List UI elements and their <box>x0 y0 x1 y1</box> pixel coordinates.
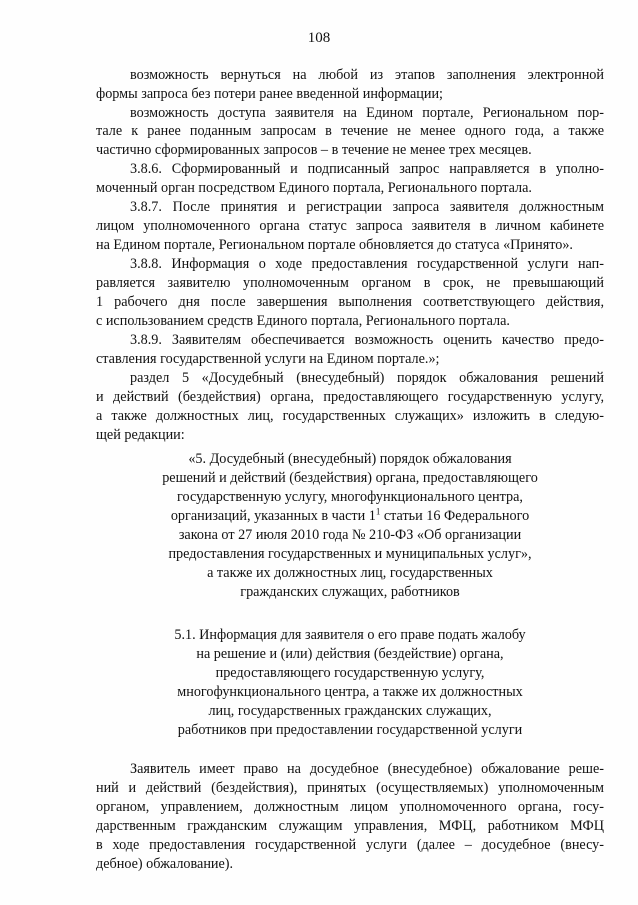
section-heading-line: а также их должностных лиц, государственных <box>207 565 493 581</box>
page-number: 108 <box>307 30 331 46</box>
text-line: 3.8.9. Заявителям обеспечивается возможность оценить качество предо- <box>130 332 604 348</box>
text-line: раздел 5 «Досудебный (внесудебный) порядок обжалования решений <box>130 370 604 386</box>
section-heading-line: государственную услугу, многофункционального центра, <box>177 489 523 505</box>
section-heading-line: гражданских служащих, работников <box>240 584 460 600</box>
text-line: и действий (бездействия) органа, предоставляющего государственную услугу, <box>96 389 604 405</box>
text-line: ний и действий (бездействия), принятых (осуществляемых) уполномоченным <box>96 780 604 796</box>
text-line: на Едином портале, Региональном портале обновляется до статуса «Принято». <box>96 237 573 253</box>
section-heading-line: организаций, указанных в части $1^1$ статьи 16 Федерального <box>170 506 530 524</box>
subsection-heading-line: 5.1. Информация для заявителя о его праве подать жалобу <box>174 627 526 643</box>
subsection-heading-line: многофункционального центра, а также их должностных <box>177 684 523 700</box>
text-line: формы запроса без потери ранее введенной информации; <box>96 86 443 102</box>
text-line: ставления государственной услуги на Едином портале.»; <box>96 351 440 367</box>
text-line: 3.8.8. Информация о ходе предоставления государственной услуги нап- <box>130 256 604 272</box>
text-line: щей редакции: <box>96 427 185 443</box>
text-line: 3.8.7. После принятия и регистрации запроса заявителя должностным <box>130 199 604 215</box>
text-line: Заявитель имеет право на досудебное (внесудебное) обжалование реше- <box>130 761 604 777</box>
subsection-heading-line: предоставляющего государственную услугу, <box>215 665 485 681</box>
section-heading-line: «5. Досудебный (внесудебный) порядок обжалования <box>188 451 512 467</box>
text-line: в ходе предоставления государственной услуги (далее – досудебное (внесу- <box>96 837 604 853</box>
text-line: равляется заявителю уполномоченным органом в срок, не превышающий <box>96 275 604 291</box>
text-line: 1 рабочего дня после завершения выполнения соответствующего действия, <box>96 294 604 310</box>
text-line: лицом уполномоченного органа статус запроса заявителя в личном кабинете <box>96 218 604 234</box>
text-line: органом, управлением, должностным лицом уполномоченного органа, госу- <box>96 799 604 815</box>
text-line: тале к ранее поданным запросам в течение не менее одного года, а также <box>96 123 604 139</box>
text-line: моченный орган посредством Единого портала, Регионального портала. <box>96 180 532 196</box>
text-line: возможность вернуться на любой из этапов заполнения электронной <box>130 67 604 83</box>
text-line: дебное) обжалование). <box>96 856 234 872</box>
text-line: с использованием средств Единого портала, Регионального портала. <box>96 313 510 329</box>
text-line: частично сформированных запросов – в течение не менее трех месяцев. <box>96 142 532 158</box>
subsection-heading-line: на решение и (или) действия (бездействие) органа, <box>196 646 504 662</box>
section-heading-line: предоставления государственных и муниципальных услуг», <box>168 546 532 562</box>
superscript: 1 <box>375 506 381 517</box>
text-line: дарственным гражданским служащим управления, МФЦ, работником МФЦ <box>96 818 604 834</box>
text-line: а также должностных лиц, государственных служащих» изложить в следую- <box>96 408 604 424</box>
section-heading-line: решений и действий (бездействия) органа, предоставляющего <box>162 470 538 486</box>
text-line: 3.8.6. Сформированный и подписанный запрос направляется в уполно- <box>130 161 604 177</box>
subsection-heading-line: лиц, государственных гражданских служащих, <box>208 703 492 719</box>
subsection-heading-line: работников при предоставлении государственной услуги <box>177 722 523 738</box>
section-heading-line: закона от 27 июля 2010 года № 210-ФЗ «Об организации <box>178 527 522 543</box>
text-line: возможность доступа заявителя на Едином портале, Региональном пор- <box>130 105 604 121</box>
